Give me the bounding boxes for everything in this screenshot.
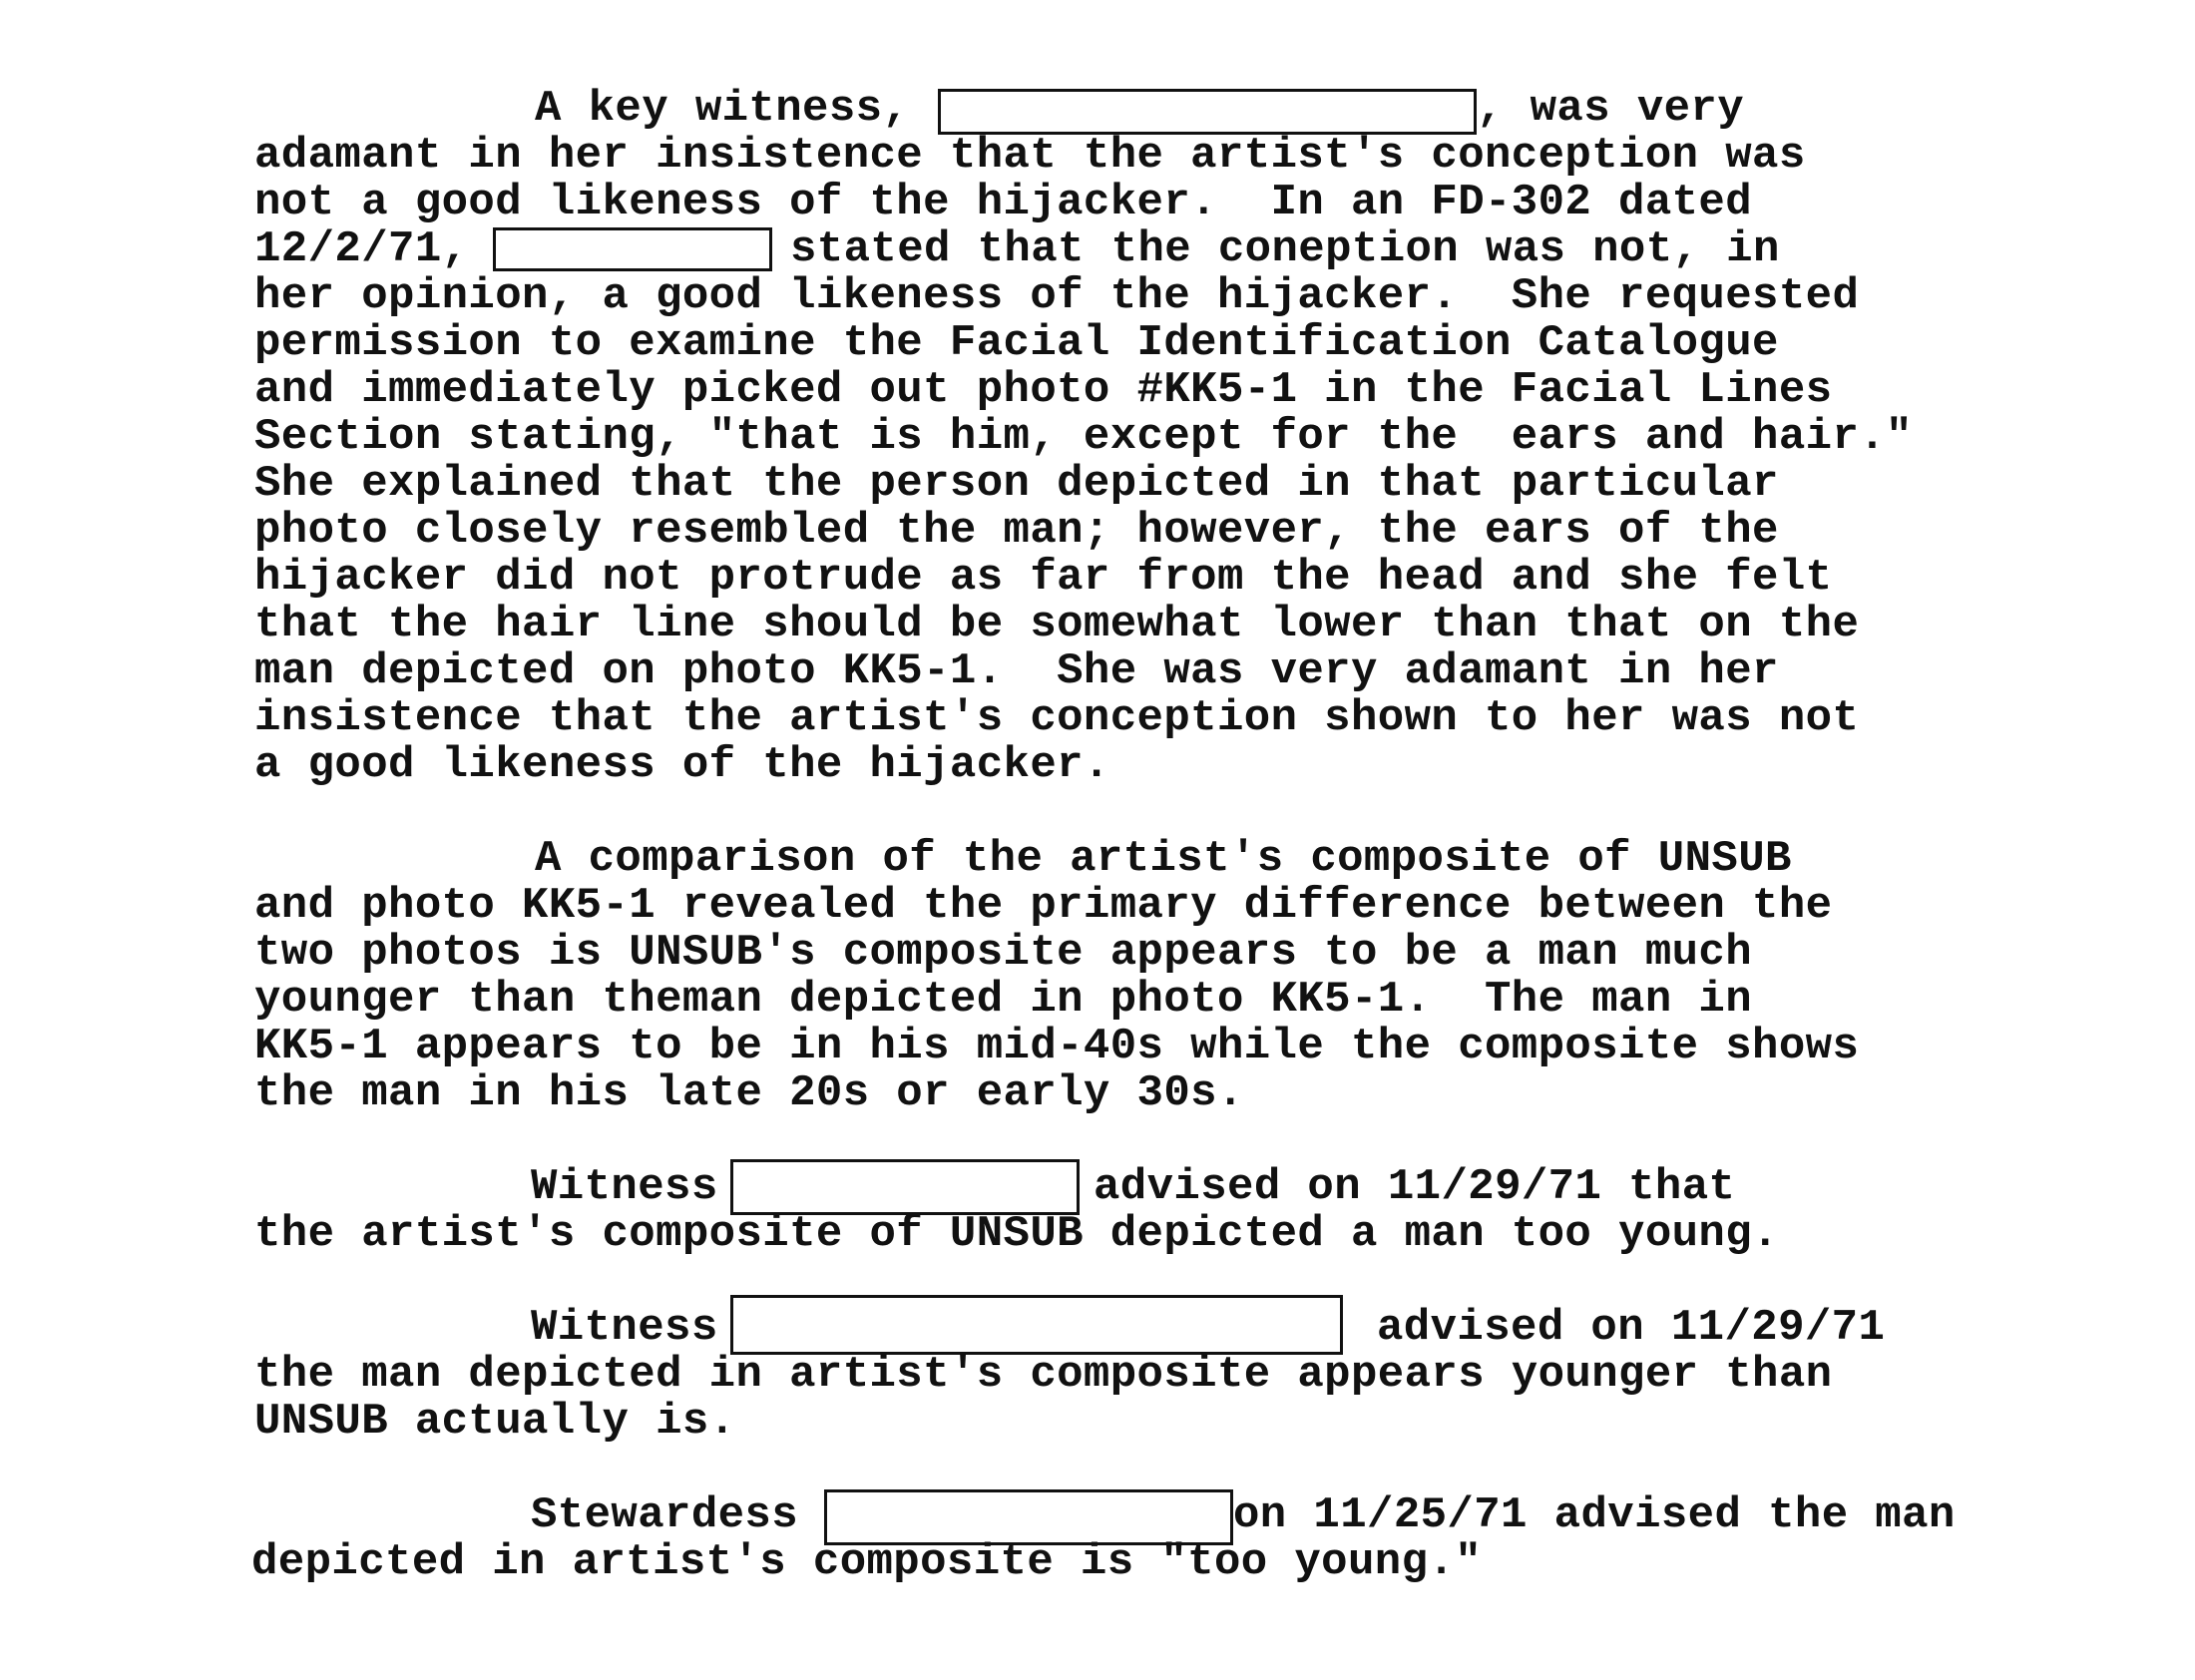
p1-line13: man depicted on photo KK5-1. She was very adamant in her bbox=[254, 646, 1779, 696]
p1-line10: photo closely resembled the man; however, the ears of the bbox=[254, 506, 1779, 556]
p4-line3: UNSUB actually is. bbox=[254, 1397, 736, 1447]
p1-line2: adamant in her insistence that the artist's conception was bbox=[254, 131, 1806, 181]
p1-line8: Section stating, "that is him, except for the ears and hair." bbox=[254, 412, 1913, 462]
p5-line1-start: Stewardess bbox=[531, 1490, 799, 1540]
p4-line1-start: Witness bbox=[531, 1303, 718, 1353]
p4-line1-end: advised on 11/29/71 bbox=[1377, 1303, 1886, 1353]
p1-line11: hijacker did not protrude as far from the head and she felt bbox=[254, 553, 1833, 603]
p2-line4: younger than theman depicted in photo KK5-1. The man in bbox=[254, 975, 1753, 1025]
p1-line7: and immediately picked out photo #KK5-1 in the Facial Lines bbox=[254, 365, 1833, 415]
redaction-box bbox=[938, 89, 1477, 135]
p2-line5: KK5-1 appears to be in his mid-40s while the composite shows bbox=[254, 1022, 1860, 1071]
p5-line1-end: on 11/25/71 advised the man bbox=[1233, 1490, 1956, 1540]
p1-line14: insistence that the artist's conception shown to her was not bbox=[254, 693, 1860, 743]
p1-line6: permission to examine the Facial Identification Catalogue bbox=[254, 318, 1779, 368]
redaction-box bbox=[730, 1295, 1343, 1355]
p1-line5: her opinion, a good likeness of the hijacker. She requested bbox=[254, 271, 1860, 321]
p5-line2: depicted in artist's composite is "too young." bbox=[251, 1537, 1482, 1587]
p1-line12: that the hair line should be somewhat lower than that on the bbox=[254, 600, 1860, 649]
p1-line15: a good likeness of the hijacker. bbox=[254, 740, 1110, 790]
p1-line9: She explained that the person depicted in that particular bbox=[254, 459, 1779, 509]
p1-line4-start: 12/2/71, bbox=[254, 224, 469, 274]
redaction-box bbox=[730, 1159, 1080, 1215]
redaction-box bbox=[493, 227, 772, 271]
p1-line1-start: A key witness, bbox=[535, 84, 910, 134]
p1-line1-end: , was very bbox=[1477, 84, 1745, 134]
p1-line3: not a good likeness of the hijacker. In an FD-302 dated bbox=[254, 178, 1753, 227]
p2-line6: the man in his late 20s or early 30s. bbox=[254, 1068, 1244, 1118]
p3-line2: the artist's composite of UNSUB depicted a man too young. bbox=[254, 1209, 1779, 1259]
p2-line1: A comparison of the artist's composite of UNSUB bbox=[535, 834, 1792, 884]
p3-line1-start: Witness bbox=[531, 1162, 718, 1212]
p1-line4-end: stated that the coneption was not, in bbox=[790, 224, 1780, 274]
p3-line1-end: advised on 11/29/71 that bbox=[1094, 1162, 1736, 1212]
p2-line3: two photos is UNSUB's composite appears to be a man much bbox=[254, 928, 1753, 978]
p4-line2: the man depicted in artist's composite appears younger than bbox=[254, 1350, 1833, 1400]
p2-line2: and photo KK5-1 revealed the primary difference between the bbox=[254, 881, 1833, 931]
